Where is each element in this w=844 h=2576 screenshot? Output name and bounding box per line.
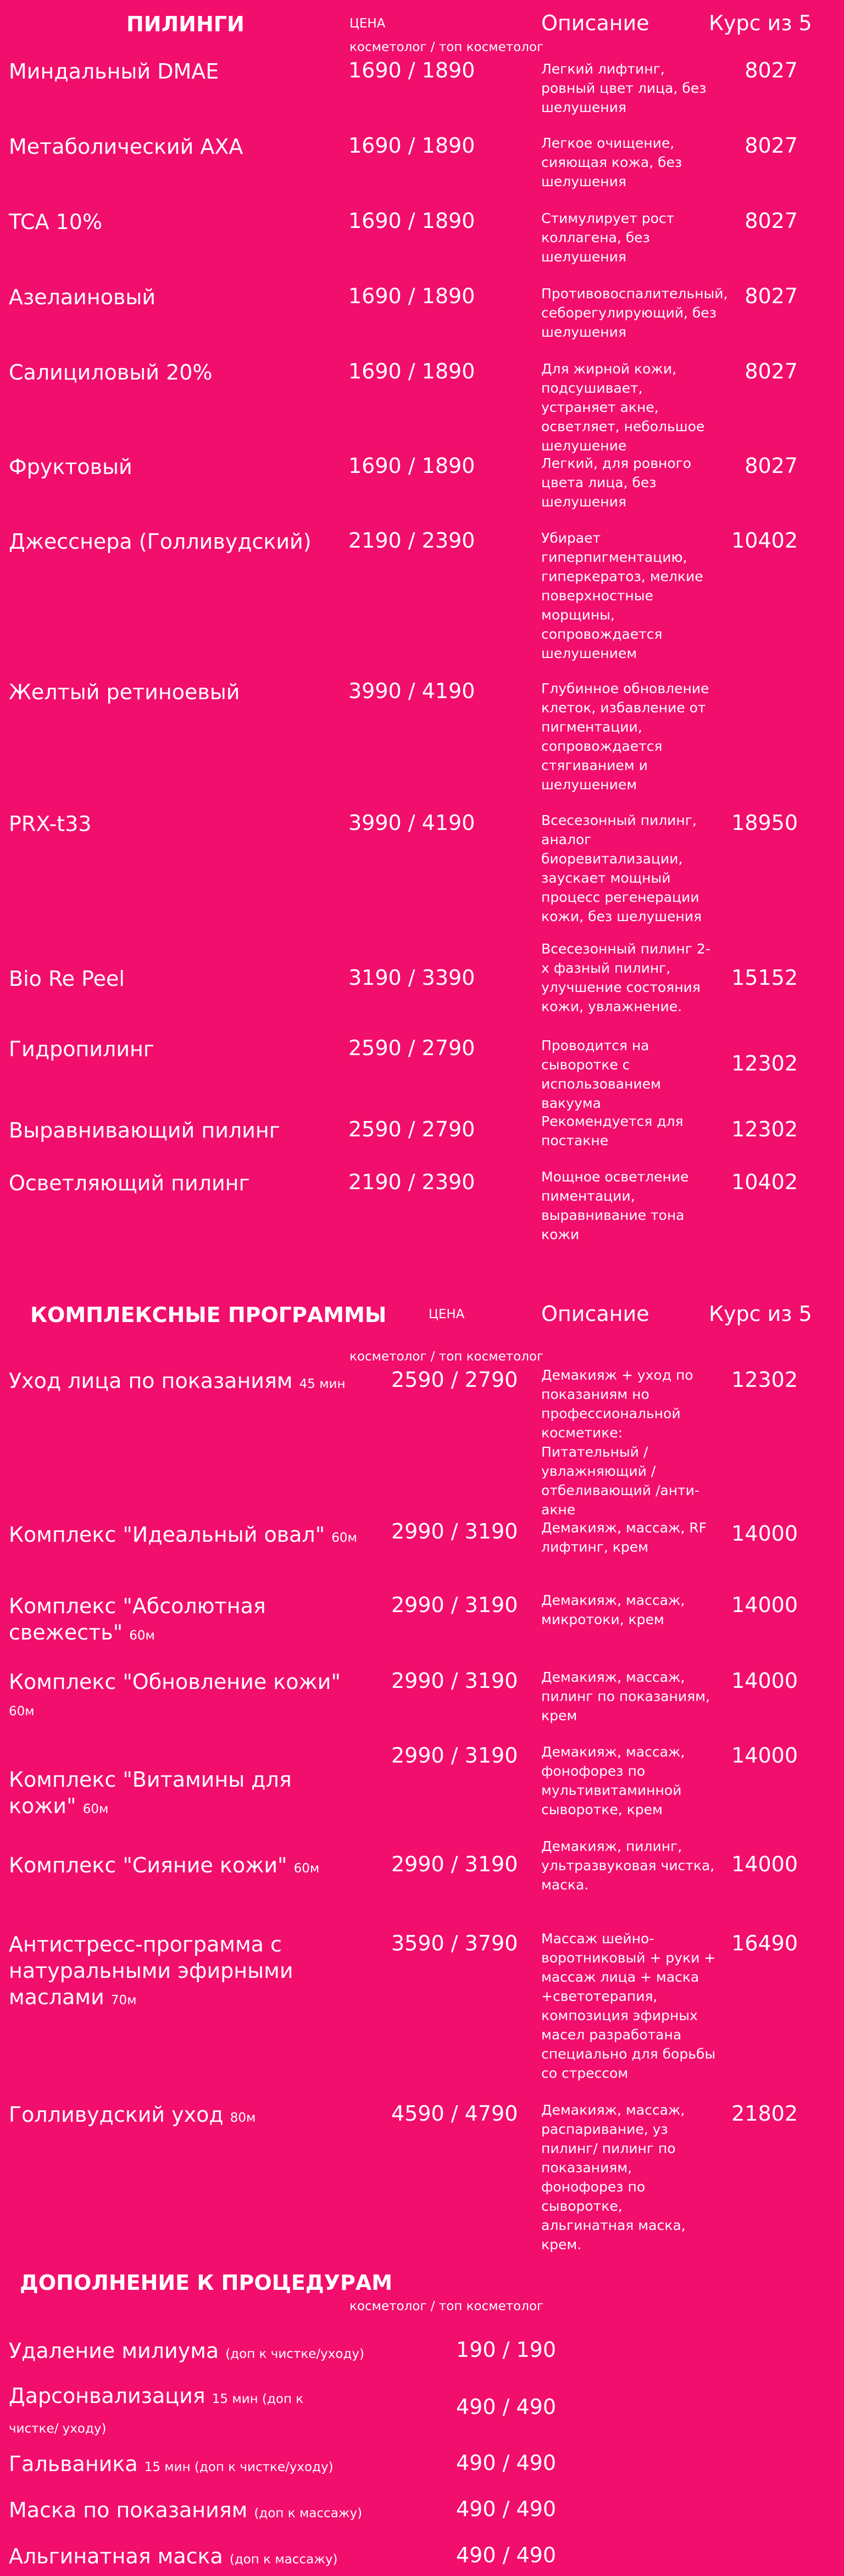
service-price: 2590 / 2790 bbox=[348, 1036, 475, 1060]
service-name: Выравнивающий пилинг bbox=[9, 1118, 280, 1142]
course-price: 12302 bbox=[731, 1368, 798, 1392]
additions-price-subheader: косметолог / топ косметолог bbox=[349, 2299, 544, 2313]
service-price: 3590 / 3790 bbox=[391, 1931, 518, 1955]
service-price: 490 / 490 bbox=[456, 2451, 557, 2475]
service-name: Желтый ретиноевый bbox=[9, 680, 240, 704]
service-name: Азелаиновый bbox=[9, 285, 156, 309]
service-description: Легкий лифтинг, ровный цвет лица, без шелушения bbox=[541, 61, 707, 115]
service-name-text: Комплекс "Идеальный овал" bbox=[9, 1523, 325, 1547]
service-price: 3990 / 4190 bbox=[348, 679, 475, 703]
service-name-text: Комплекс "Витамины для кожи" bbox=[9, 1767, 292, 1818]
service-name bbox=[9, 2543, 393, 2573]
programs-price-header: ЦЕНА bbox=[429, 1307, 465, 1322]
service-name: PRX-t33 bbox=[9, 812, 92, 836]
service-name: Джесснера (Голливудский) bbox=[9, 529, 312, 554]
service-duration: 70м bbox=[110, 1993, 137, 2008]
service-price: 2990 / 3190 bbox=[391, 1669, 518, 1693]
service-price: 2590 / 2790 bbox=[348, 1117, 475, 1141]
service-description: Рекомендуется для постакне bbox=[541, 1113, 684, 1148]
course-price: 12302 bbox=[731, 1051, 798, 1075]
service-duration: (доп к массажу) bbox=[229, 2552, 338, 2567]
service-name: Осветляющий пилинг bbox=[9, 1171, 250, 1195]
service-name: Фруктовый bbox=[9, 455, 132, 479]
service-name-text: Уход лица по показаниям bbox=[9, 1369, 293, 1393]
service-price: 490 / 490 bbox=[456, 2543, 557, 2567]
programs-title: КОМПЛЕКСНЫЕ ПРОГРАММЫ bbox=[30, 1303, 387, 1327]
peels-desc-header: Описание bbox=[541, 11, 649, 35]
service-price: 490 / 490 bbox=[456, 2395, 557, 2419]
service-name: Миндальный DMAE bbox=[9, 59, 219, 83]
service-name bbox=[9, 1669, 360, 1725]
service-name bbox=[9, 1521, 360, 1551]
course-price: 14000 bbox=[731, 1669, 798, 1693]
course-price: 12302 bbox=[731, 1117, 798, 1141]
service-description: Массаж шейно-воротниковый + руки + массаж лица + маска +светотерапия, композиция эфирных масел разработана специально для борьбы со стрессом bbox=[541, 1931, 716, 2081]
service-description: Мощное осветление пиментации, выравнивание тона кожи bbox=[541, 1169, 689, 1242]
service-price: 3990 / 4190 bbox=[348, 811, 475, 835]
service-name bbox=[9, 2451, 393, 2480]
service-description: Проводится на сыворотке с использованием вакуума bbox=[541, 1038, 661, 1111]
service-description: Демакияж, пилинг, ультразвуковая чистка, маска. bbox=[541, 1838, 715, 1893]
service-name-text: Антистресс-программа с натуральными эфирными маслами bbox=[9, 1932, 293, 2009]
service-duration: 60м bbox=[9, 1704, 35, 1719]
service-price: 2190 / 2390 bbox=[348, 1170, 475, 1194]
service-duration: 60м bbox=[293, 1861, 320, 1876]
programs-desc-header: Описание bbox=[541, 1302, 649, 1326]
service-price: 1690 / 1890 bbox=[348, 284, 475, 308]
service-description: Всесезонный пилинг, аналог биоревитализации, заускает мощный процесс регенерации кожи, без шелушения bbox=[541, 812, 702, 924]
course-price: 14000 bbox=[731, 1743, 798, 1767]
service-price: 2990 / 3190 bbox=[391, 1593, 518, 1617]
service-duration: 60м bbox=[129, 1629, 155, 1643]
service-description: Для жирной кожи, подсушивает, устраняет акне, осветляет, небольшое шелушение bbox=[541, 361, 705, 454]
service-duration: 15 мин (доп к чистке/уходу) bbox=[144, 2460, 334, 2474]
course-price: 15152 bbox=[731, 966, 798, 990]
service-description: Глубинное обновление клеток, избавление от пигментации, сопровождается стягиванием и шелушением bbox=[541, 681, 709, 793]
service-duration: (доп к массажу) bbox=[254, 2506, 363, 2521]
service-name bbox=[9, 2101, 360, 2131]
service-description: Противовоспалительный, себорегулирующий, без шелушения bbox=[541, 286, 728, 340]
peels-course-header: Курс из 5 bbox=[709, 11, 812, 35]
service-name-text: Дарсонвализация bbox=[9, 2384, 206, 2408]
service-name: Bio Re Peel bbox=[9, 967, 125, 991]
service-description: Демакияж, массаж, распаривание, уз пилинг/ пилинг по показаниям, фонофорез по сыворотке, альгинатная маска, крем. bbox=[541, 2102, 686, 2252]
service-name bbox=[9, 1931, 295, 2014]
course-price: 8027 bbox=[745, 454, 798, 478]
service-duration: 80м bbox=[230, 2111, 256, 2125]
course-price: 16490 bbox=[731, 1931, 798, 1955]
service-name bbox=[9, 1852, 360, 1882]
service-name-text: Альгинатная маска bbox=[9, 2544, 223, 2568]
programs-course-header: Курс из 5 bbox=[709, 1302, 812, 1326]
service-name: Гидропилинг bbox=[9, 1037, 154, 1061]
service-description: Легкое очищение, сияющая кожа, без шелушения bbox=[541, 135, 682, 189]
course-price: 8027 bbox=[745, 133, 798, 158]
service-name bbox=[9, 1766, 360, 1822]
service-description: Демакияж + уход по показаниям но профессиональной косметике: Питательный / увлажняющий / отбеливающий /анти-акне bbox=[541, 1367, 699, 1518]
course-price: 10402 bbox=[731, 1170, 798, 1194]
course-price: 8027 bbox=[745, 284, 798, 308]
course-price: 8027 bbox=[745, 209, 798, 233]
course-price: 18950 bbox=[731, 811, 798, 835]
service-price: 2990 / 3190 bbox=[391, 1852, 518, 1876]
service-name-text: Комплекс "Абсолютная свежесть" bbox=[9, 1594, 266, 1644]
service-description: Демакияж, массаж, фонофорез по мультивитаминной сыворотке, крем bbox=[541, 1744, 685, 1817]
course-price: 14000 bbox=[731, 1521, 798, 1546]
service-description: Всесезонный пилинг 2-х фазный пилинг, улучшение состояния кожи, увлажнение. bbox=[541, 941, 710, 1014]
service-duration: 45 мин bbox=[299, 1377, 346, 1391]
service-price: 1690 / 1890 bbox=[348, 133, 475, 158]
service-price: 2590 / 2790 bbox=[391, 1368, 518, 1392]
service-description: Демакияж, массаж, микротоки, крем bbox=[541, 1592, 685, 1627]
service-description: Демакияж, массаж, RF лифтинг, крем bbox=[541, 1520, 707, 1555]
service-price: 1690 / 1890 bbox=[348, 58, 475, 82]
course-price: 14000 bbox=[731, 1593, 798, 1617]
service-price: 2990 / 3190 bbox=[391, 1519, 518, 1543]
service-name bbox=[9, 1593, 273, 1649]
service-name-text: Маска по показаниям bbox=[9, 2498, 248, 2522]
peels-title: ПИЛИНГИ bbox=[126, 12, 245, 36]
service-description: Легкий, для ровного цвета лица, без шелушения bbox=[541, 455, 692, 510]
service-name-text: Гальваника bbox=[9, 2452, 138, 2476]
service-name: Метаболический АХА bbox=[9, 135, 243, 159]
service-price: 1690 / 1890 bbox=[348, 209, 475, 233]
peels-price-header: ЦЕНА bbox=[349, 16, 386, 31]
service-duration: 60м bbox=[82, 1802, 109, 1816]
additions-title: ДОПОЛНЕНИЕ К ПРОЦЕДУРАМ bbox=[20, 2271, 393, 2295]
service-price: 490 / 490 bbox=[456, 2497, 557, 2521]
course-price: 8027 bbox=[745, 359, 798, 383]
service-name-text: Комплекс "Обновление кожи" bbox=[9, 1670, 341, 1694]
service-name bbox=[9, 2383, 338, 2442]
service-price: 1690 / 1890 bbox=[348, 359, 475, 383]
service-name: TCA 10% bbox=[9, 210, 103, 234]
service-name: Салициловый 20% bbox=[9, 360, 213, 384]
service-duration: (доп к чистке/уходу) bbox=[225, 2347, 364, 2361]
course-price: 14000 bbox=[731, 1852, 798, 1876]
course-price: 8027 bbox=[745, 58, 798, 82]
service-name bbox=[9, 1368, 360, 1397]
service-price: 1690 / 1890 bbox=[348, 454, 475, 478]
service-name bbox=[9, 2338, 393, 2367]
programs-price-subheader: косметолог / топ косметолог bbox=[349, 1350, 544, 1364]
service-description: Демакияж, массаж, пилинг по показаниям, крем bbox=[541, 1669, 710, 1724]
service-price: 2190 / 2390 bbox=[348, 528, 475, 553]
service-price: 2990 / 3190 bbox=[391, 1743, 518, 1767]
service-duration: 60м bbox=[331, 1531, 357, 1545]
service-name-text: Комплекс "Сияние кожи" bbox=[9, 1853, 287, 1877]
service-name bbox=[9, 2497, 393, 2527]
service-price: 3190 / 3390 bbox=[348, 966, 475, 990]
course-price: 21802 bbox=[731, 2101, 798, 2126]
service-price: 190 / 190 bbox=[456, 2338, 557, 2362]
service-description: Стимулирует рост коллагена, без шелушения bbox=[541, 210, 675, 265]
service-name-text: Удаление милиума bbox=[9, 2339, 219, 2363]
service-name-text: Голливудский уход bbox=[9, 2103, 224, 2127]
peels-price-subheader: косметолог / топ косметолог bbox=[349, 40, 544, 54]
service-price: 4590 / 4790 bbox=[391, 2101, 518, 2126]
service-description: Убирает гиперпигментацию, гиперкератоз, мелкие поверхностные морщины, сопровождается шелушением bbox=[541, 530, 703, 661]
service-duration: 15 мин (доп к чистке/ уходу) bbox=[9, 2392, 304, 2436]
course-price: 10402 bbox=[731, 528, 798, 553]
